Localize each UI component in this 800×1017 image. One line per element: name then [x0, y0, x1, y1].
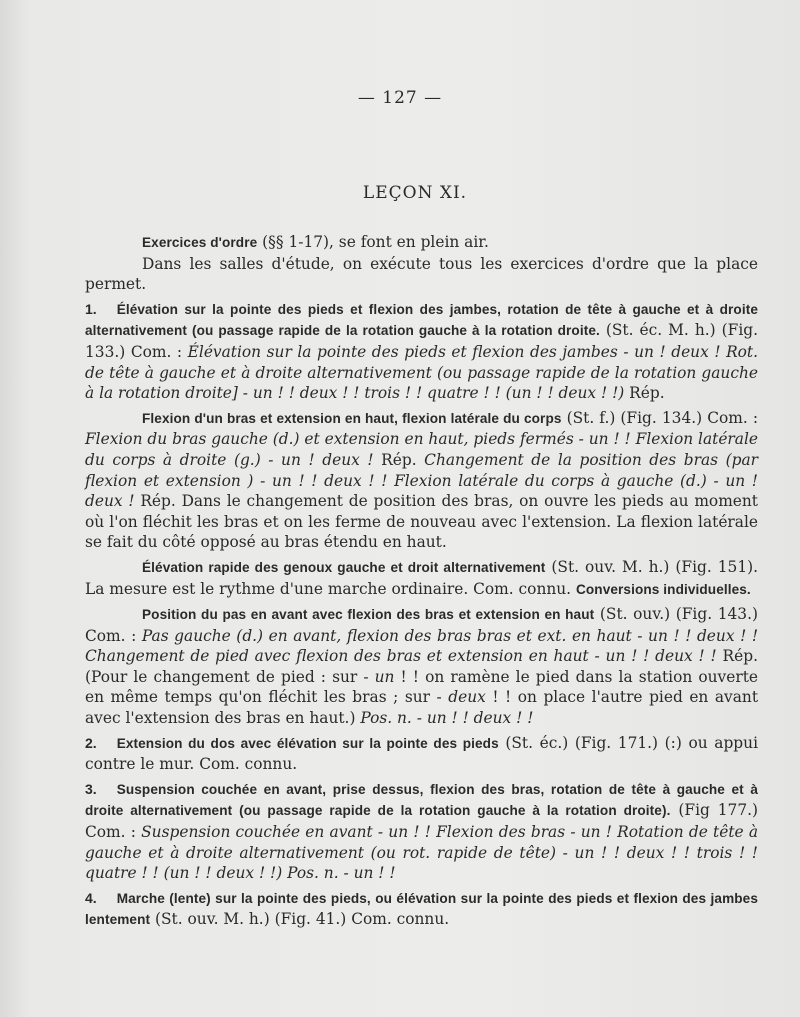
- exercise-2: 2. Extension du dos avec élévation sur la pointe des pieds (St. éc.) (Fig. 171.) (:) ou appui contre le mur. Com. connu.: [85, 733, 758, 774]
- intro-paragraph: Exercices d'ordre (§§ 1-17), se font en plein air.: [142, 233, 489, 251]
- page-body: [85, 232, 758, 931]
- exercise-1c: Élévation rapide des genoux gauche et droit alternativement (St. ouv. M. h.) (Fig. 151). La mesure est le rythme d'une marche ordinaire. Com. connu. Conversions individuelles.: [85, 557, 759, 598]
- exercise-4: 4. Marche (lente) sur la pointe des pieds, ou élévation sur la pointe des pieds et flexion des jambes lentement (St. ouv. M. h.) (Fig. 41.) Com. connu.: [85, 889, 758, 929]
- page-number: — 127 —: [357, 88, 443, 108]
- exercise-1: 1. Élévation sur la pointe des pieds et flexion des jambes, rotation de tête à gauche et à droite alternativement (ou passage rapide de la rotation gauche à la rotation droite. (St. éc. M. h.) (Fig. 133.) Com. : Élévation sur la pointe des pieds et flexion des jambes - un ! deux ! Rot. de tête à gauche et à droite alternativement (ou passage rapide de la rotation gauche à la rotation droite] - un ! ! deux ! ! trois ! ! quatre ! ! (un ! ! deux ! !) Rép.: [85, 300, 758, 403]
- exercise-1b: Flexion d'un bras et extension en haut, flexion latérale du corps (St. f.) (Fig. 134.) Com. : Flexion du bras gauche (d.) et extension en haut, pieds fermés - un ! ! Flexion latérale du corps à droite (g.) - un ! deux ! Rép. Changement de la position des bras (par flexion et extension ) - un ! ! deux ! ! Flexion latérale du corps à gauche (d.) - un ! deux ! Rép. Dans le changement de position des bras, on ouvre les pieds au moment où l'on fléchit les bras et on les ferme de nouveau avec l'extension. La flexion latérale se fait du côté opposé au bras étendu en haut.: [85, 408, 759, 552]
- exercise-1d: Position du pas en avant avec flexion des bras et extension en haut (St. ouv.) (Fig. 143.) Com. : Pas gauche (d.) en avant, flexion des bras bras et ext. en haut - un ! ! deux ! ! Changement de pied avec flexion des bras et extension en haut - un ! ! deux ! ! Rép. (Pour le changement de pied : sur - un ! ! on ramène le pied dans la station ouverte en même temps qu'on fléchit les bras ; sur - deux ! ! on place l'autre pied en avant avec l'extension des bras en haut.) Pos. n. - un ! ! deux ! !: [85, 605, 759, 728]
- lesson-title: LEÇON XI.: [362, 183, 468, 203]
- exercise-3: 3. Suspension couchée en avant, prise dessus, flexion des bras, rotation de tête à gauche et à droite alternativement (ou passage rapide de la rotation gauche à la rotation droite). (Fig 177.) Com. : Suspension couchée en avant - un ! ! Flexion des bras - un ! Rotation de tête à gauche et à droite alternativement (ou rot. rapide de tête) - un ! ! deux ! ! trois ! ! quatre ! ! (un ! ! deux ! !) Pos. n. - un ! !: [85, 780, 759, 883]
- intro-paragraph-2: Dans les salles d'étude, on exécute tous les exercices d'ordre que la place permet.: [85, 254, 758, 294]
